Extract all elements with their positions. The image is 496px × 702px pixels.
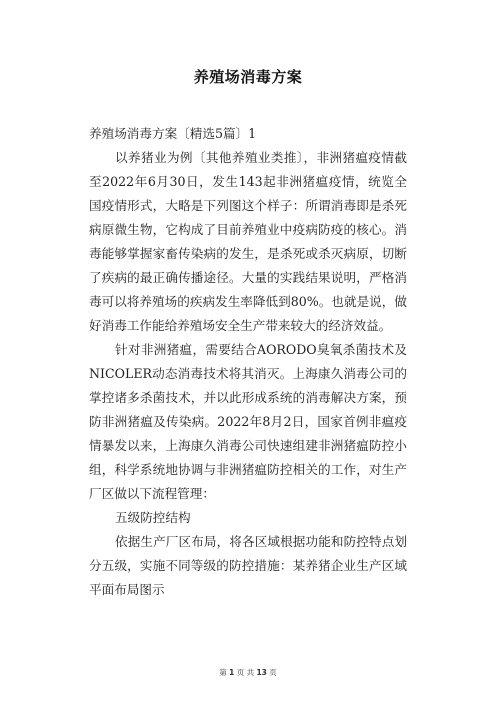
- footer-current-page: 1: [229, 668, 235, 677]
- document-title: 养殖场消毒方案: [193, 68, 303, 86]
- paragraph-3: 依据生产厂区布局，将各区域根据功能和防控特点划分五级，实施不同等级的防控措施：某养猪企业生产区域平面布局图示: [89, 534, 407, 597]
- footer-total-pages: 13: [256, 668, 267, 677]
- paragraph-2: 针对非洲猪瘟，需要结合AORODO臭氧杀菌技术及NICOLER动态消毒技术将其消灭。上海康久消毒公司的掌控诸多杀菌技术，并以此形成系统的消毒解决方案，预防非洲猪瘟及传染病。2022年8月2日，国家首例非瘟疫情暴发以来，上海康久消毒公司快速组建非洲猪瘟防控小组，科学系统地协调与非洲猪瘟防控相关的工作，对生产厂区做以下流程管理：: [89, 342, 407, 501]
- footer-prefix: 第: [219, 668, 227, 677]
- section-heading: 五级防控结构: [115, 510, 191, 525]
- footer-middle: 页 共: [236, 668, 255, 677]
- document-body: [89, 122, 407, 602]
- paragraph-1: 以养猪业为例〔其他养殖业类推〕，非洲猪瘟疫情截至2022年6月30日，发生143起非洲猪瘟疫情，统览全国疫情形式，大略是下列图这个样子：所谓消毒即是杀死病原微生物，它构成了目前养殖业中疫病防疫的核心。消毒能够掌握家畜传染病的发生，是杀死或杀灭病原，切断了疾病的最正确传播途径。大量的实践结果说明，严格消毒可以将养殖场的疾病发生率降低到80%。也就是说，做好消毒工作能给养殖场安全生产带来较大的经济效益。: [89, 150, 407, 333]
- footer-suffix: 页: [269, 668, 277, 677]
- page-footer: [0, 667, 496, 678]
- subtitle-line: 养殖场消毒方案〔精选5篇〕1: [89, 126, 257, 141]
